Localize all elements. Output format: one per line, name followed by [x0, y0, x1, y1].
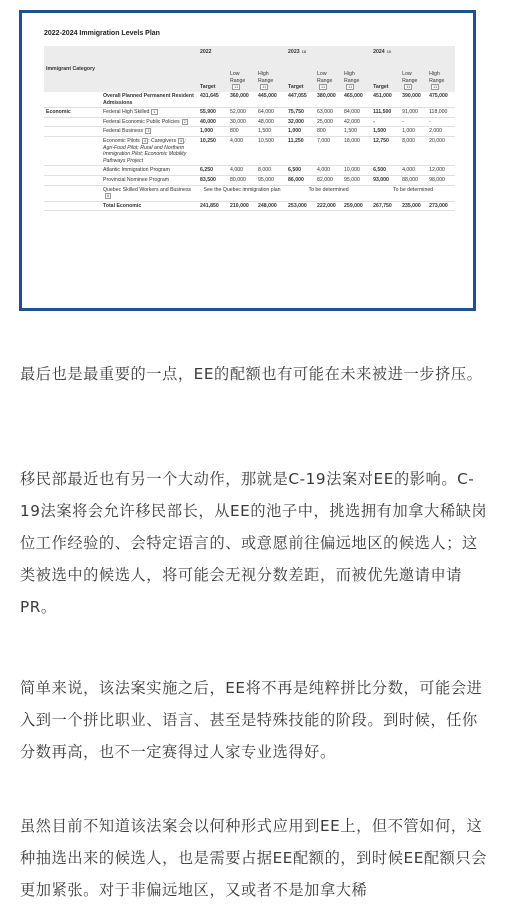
year-header-2022: 2022 [198, 46, 286, 58]
value-cell: 273,000 [429, 202, 448, 209]
value-cell: 83,500 [200, 176, 216, 183]
value-cell: 93,000 [373, 176, 389, 183]
value-cell: 6,500 [288, 167, 302, 174]
footnote-marker: 5 [180, 137, 183, 143]
value-cell: 6,500 [373, 167, 387, 174]
article-paragraph-3: 简单来说，该法案实施之后，EE将不再是纯粹拼比分数，可能会进入到一个拼比职业、语言、甚至是特殊技能的阶段。到时候，任你分数再高，也不一定赛得过人家专业选得好。 [20, 679, 483, 761]
table-row [44, 127, 455, 137]
value-cell: 447,055 [288, 93, 307, 99]
value-cell: - [402, 118, 404, 125]
program-name: Quebec Skilled Workers and Business6 [103, 186, 192, 199]
value-cell: 210,000 [230, 202, 249, 209]
article-paragraph-2: 移民部最近也有另一个大动作，那就是C-19法案对EE的影响。C-19法案将会允许移民部长，从EE的池子中，挑选拥有加拿大稀缺岗位工作经验的、会特定语言的、或意愿前往偏远地区的候选人；这类被选中的候选人，将可能会无视分数差距，而被优先邀请申请PR。 [20, 470, 488, 616]
year-header-2024: 2024 10 [371, 46, 455, 58]
value-cell: 40,000 [200, 118, 216, 125]
low-range-header: Low Range 11 [400, 58, 427, 92]
value-cell: 75,750 [288, 109, 304, 116]
value-cell: 4,000 [230, 137, 243, 144]
program-name: Overall Planned Permanent Resident Admissions [103, 93, 194, 106]
low-range-header: Low Range 11 [228, 58, 256, 92]
row-class-label: Economic [46, 109, 71, 116]
value-cell: 1,000 [288, 128, 302, 135]
value-cell: 1,500 [258, 128, 271, 135]
row-class-label [44, 166, 101, 176]
table-row [44, 166, 455, 176]
footnote-marker: 6 [107, 193, 110, 199]
value-cell: 380,000 [317, 93, 336, 99]
table-row [44, 185, 455, 201]
value-cell: 1,500 [344, 128, 358, 135]
row-class-label [44, 117, 101, 127]
value-cell: 6,250 [200, 167, 213, 174]
footnote-marker: 3 [147, 128, 150, 134]
table-row [44, 92, 455, 108]
value-cell: 20,000 [429, 137, 445, 144]
row-class-label [44, 136, 101, 165]
low-range-header: Low Range 11 [315, 58, 342, 92]
value-cell: 1,000 [402, 128, 416, 135]
target-header: Target [198, 58, 228, 92]
value-cell: 235,000 [402, 202, 421, 209]
value-cell: 800 [317, 128, 326, 135]
value-cell: 30,000 [230, 118, 246, 125]
value-cell: 55,900 [200, 109, 216, 116]
value-cell: 1,500 [373, 128, 387, 135]
value-cell: 63,000 [317, 109, 333, 116]
value-cell: 267,750 [373, 202, 392, 209]
value-cell: 12,750 [373, 137, 389, 144]
value-cell: 2,000 [429, 128, 443, 135]
value-cell: 82,000 [317, 176, 333, 183]
value-cell: 800 [230, 128, 239, 135]
program-name: Economic Pilots 4 : Caregivers 5 ; Agri-Food Pilot; Rural and Northern Immigration Pilot; Economic Mobility Pathways Project [103, 137, 187, 164]
table-row [44, 136, 455, 165]
high-range-header: High Range 11 [342, 58, 371, 92]
high-range-header: High Range 11 [256, 58, 286, 92]
high-range-header: High Range 11 [427, 58, 455, 92]
plan-title: 2022-2024 Immigration Levels Plan [44, 30, 160, 37]
category-header: Immigrant Category [44, 46, 198, 92]
value-cell: 4,000 [230, 167, 243, 174]
value-cell: 259,000 [344, 202, 363, 209]
value-cell: 451,000 [373, 93, 392, 99]
quebec-note: To be determined [393, 186, 434, 193]
table-row [44, 117, 455, 127]
value-cell: 10,500 [258, 137, 274, 144]
value-cell: 88,000 [402, 176, 418, 183]
value-cell: 248,000 [258, 202, 277, 209]
value-cell: 86,000 [288, 176, 304, 183]
footnote-marker: 2 [183, 118, 186, 124]
value-cell: 222,000 [317, 202, 336, 209]
value-cell: 465,000 [344, 93, 363, 99]
value-cell: 48,000 [258, 118, 274, 125]
value-cell: 1,000 [200, 128, 213, 135]
value-cell: 118,000 [429, 109, 448, 116]
footnote-marker: 1 [153, 109, 156, 115]
value-cell: 52,000 [230, 109, 246, 116]
value-cell: 253,000 [288, 202, 307, 209]
value-cell: 98,000 [429, 176, 445, 183]
value-cell: 8,000 [402, 137, 416, 144]
value-cell: 25,000 [317, 118, 333, 125]
value-cell: 241,850 [200, 202, 219, 209]
footnote-marker: 18 [301, 48, 307, 54]
value-cell: 475,000 [429, 93, 448, 99]
value-cell: 4,000 [317, 167, 331, 174]
program-name: Total Economic [103, 202, 142, 209]
immigration-levels-table [44, 46, 455, 211]
value-cell: - [373, 118, 375, 125]
program-name: Federal Business 3 [103, 128, 150, 135]
value-cell: 42,000 [344, 118, 360, 125]
value-cell: 18,000 [344, 137, 360, 144]
table-row [44, 201, 455, 211]
program-name: Federal High Skilled 1 [103, 109, 156, 116]
quebec-note: To be determined [308, 186, 349, 193]
footnote-marker: 10 [386, 48, 392, 54]
value-cell: 8,000 [258, 167, 271, 174]
value-cell: 431,645 [200, 93, 219, 99]
immigration-plan-image [19, 10, 476, 311]
row-class-label [44, 92, 101, 108]
value-cell: 4,000 [402, 167, 416, 174]
article-paragraph-4: 虽然目前不知道该法案会以何种形式应用到EE上，但不管如何，这种抽选出来的候选人，也是需要占据EE配额的，到时候EE配额只会更加紧张。对于非偏远地区，又或者不是加拿大稀 [20, 817, 488, 899]
value-cell: 11,250 [288, 137, 304, 144]
value-cell: 445,000 [258, 93, 277, 99]
value-cell: 32,000 [288, 118, 304, 125]
table-row [44, 108, 455, 118]
value-cell: 95,000 [258, 176, 274, 183]
value-cell: 7,000 [317, 137, 331, 144]
value-cell: 64,000 [258, 109, 274, 116]
value-cell: 80,000 [230, 176, 246, 183]
value-cell: 12,000 [429, 167, 445, 174]
target-header: Target [371, 58, 400, 92]
program-name: Atlantic Immigration Program [103, 167, 170, 174]
value-cell: 10,250 [200, 137, 216, 144]
table-row [44, 175, 455, 185]
footnote-marker: 4 [143, 137, 147, 143]
program-name: Federal Economic Public Policies 2 [103, 118, 186, 125]
row-class-label [44, 127, 101, 137]
program-name: Provincial Nominee Program [103, 176, 170, 183]
value-cell: 91,000 [402, 109, 418, 116]
value-cell: 84,000 [344, 109, 360, 116]
row-class-label [44, 175, 101, 185]
article-paragraph-1: 最后也是最重要的一点，EE的配额也有可能在未来被进一步挤压。 [20, 365, 483, 383]
quebec-note: See the Quebec immigration plan [203, 186, 281, 193]
row-class-label [44, 201, 101, 211]
target-header: Target [286, 58, 315, 92]
value-cell: 360,000 [230, 93, 249, 99]
value-cell: 390,000 [402, 93, 421, 99]
value-cell: 10,000 [344, 167, 360, 174]
value-cell: 95,000 [344, 176, 360, 183]
value-cell: 111,500 [373, 109, 392, 116]
year-header-2023: 2023 18 [286, 46, 371, 58]
value-cell: - [429, 118, 431, 125]
row-class-label [44, 185, 101, 201]
